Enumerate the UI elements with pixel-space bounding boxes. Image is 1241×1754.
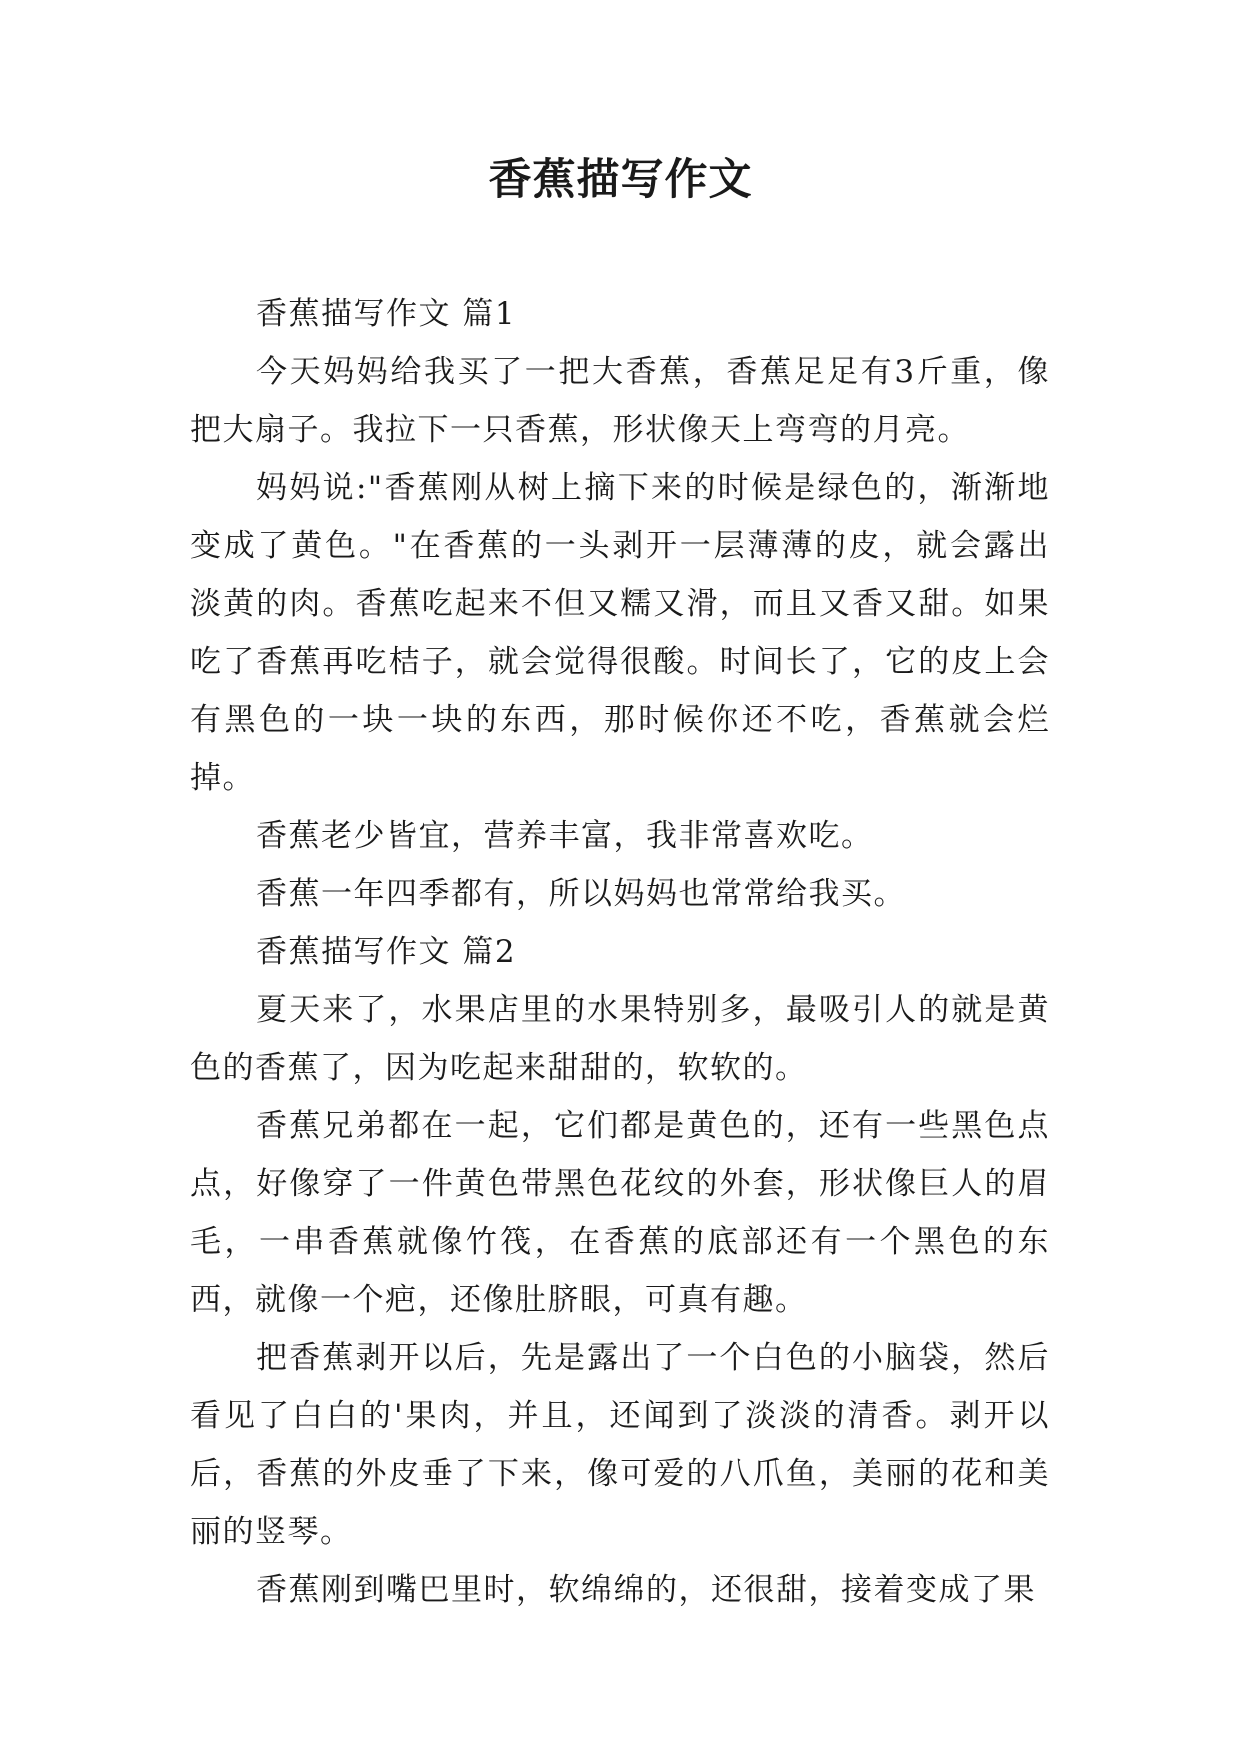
paragraph: 香蕉刚到嘴巴里时，软绵绵的，还很甜，接着变成了果 (256, 1572, 1036, 1608)
section-heading: 香蕉描写作文 篇1 (256, 296, 517, 332)
paragraph: 把香蕉剥开以后，先是露出了一个白色的小脑袋，然后看见了白白的'果肉，并且，还闻到了淡淡的清香。剥开以后，香蕉的外皮垂了下来，像可爱的八爪鱼，美丽的花和美丽的竖琴。 (190, 1340, 1050, 1550)
paragraph: 夏天来了，水果店里的水果特别多，最吸引人的就是黄色的香蕉了，因为吃起来甜甜的，软软的。 (190, 992, 1050, 1086)
paragraph: 香蕉一年四季都有，所以妈妈也常常给我买。 (256, 876, 906, 912)
paragraph: 今天妈妈给我买了一把大香蕉，香蕉足足有3斤重，像把大扇子。我拉下一只香蕉，形状像天上弯弯的月亮。 (190, 354, 1050, 448)
paragraph: 香蕉兄弟都在一起，它们都是黄色的，还有一些黑色点点，好像穿了一件黄色带黑色花纹的外套，形状像巨人的眉毛，一串香蕉就像竹筏，在香蕉的底部还有一个黑色的东西，就像一个疤，还像肚脐眼，可真有趣。 (190, 1108, 1050, 1318)
document-body (190, 285, 1050, 1619)
section-heading: 香蕉描写作文 篇2 (256, 934, 517, 970)
paragraph: 香蕉老少皆宜，营养丰富，我非常喜欢吃。 (256, 818, 874, 854)
paragraph: 妈妈说:"香蕉刚从树上摘下来的时候是绿色的，渐渐地变成了黄色。"在香蕉的一头剥开一层薄薄的皮，就会露出淡黄的肉。香蕉吃起来不但又糯又滑，而且又香又甜。如果吃了香蕉再吃桔子，就会觉得很酸。时间长了，它的皮上会有黑色的一块一块的东西，那时候你还不吃，香蕉就会烂掉。 (190, 470, 1050, 796)
page-title: 香蕉描写作文 (488, 155, 753, 205)
